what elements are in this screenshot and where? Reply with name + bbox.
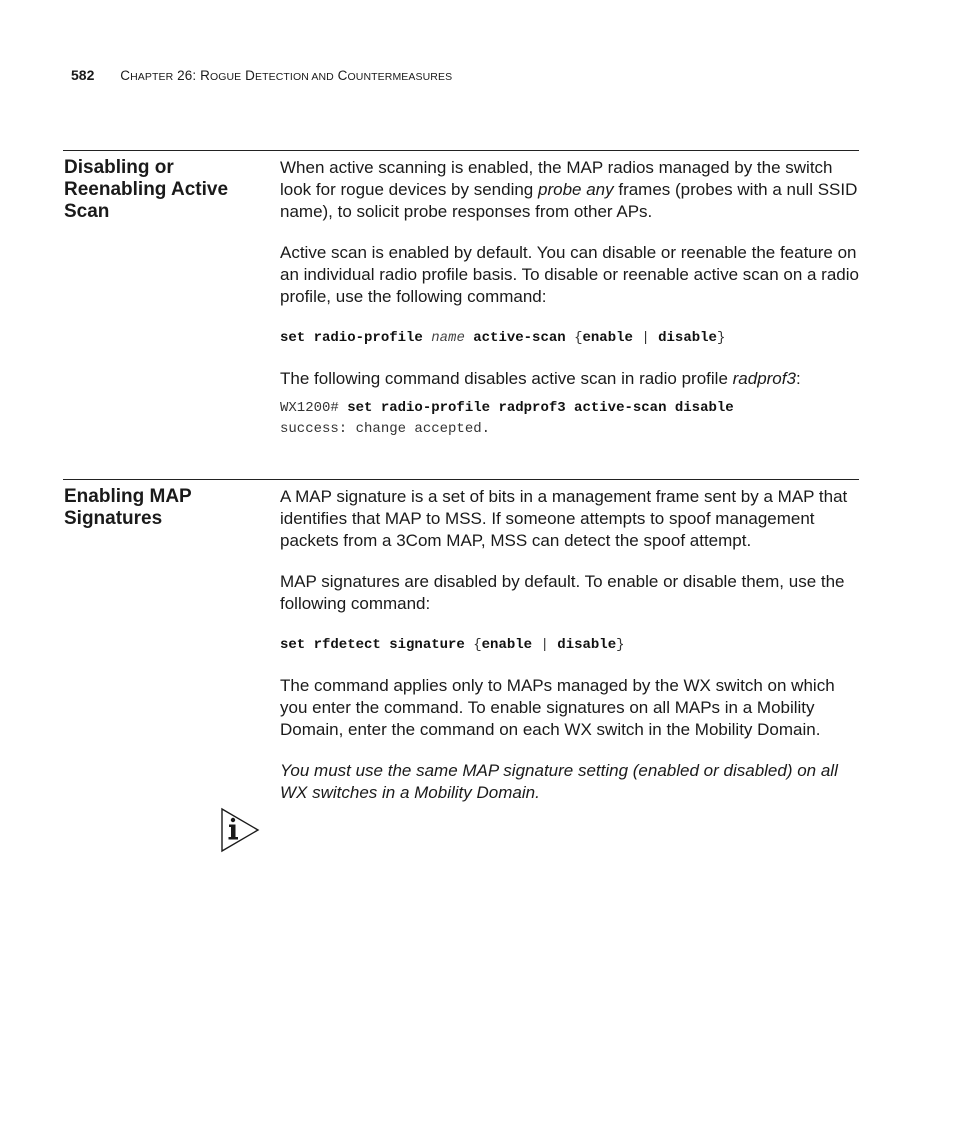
info-icon — [220, 807, 260, 853]
chapter-title: CHAPTER 26: ROGUE DETECTION AND COUNTERMEASURES — [120, 68, 453, 83]
note-text: You must use the same MAP signature setting (enabled or disabled) on all WX switches in a Mobility Domain. — [280, 761, 838, 802]
command-syntax: set rfdetect signature {enable | disable} — [280, 637, 625, 653]
section-divider — [63, 150, 859, 151]
paragraph: MAP signatures are disabled by default. To enable or disable them, use the following command: — [280, 572, 845, 613]
paragraph: The command applies only to MAPs managed by the WX switch on which you enter the command. To enable signatures on all MAPs in a Mobility Domain, enter the command on each WX switch in the Mobility Domain. — [280, 676, 835, 739]
command-syntax: set radio-profile name active-scan {enable | disable} — [280, 330, 726, 346]
paragraph: A MAP signature is a set of bits in a management frame sent by a MAP that identifies that MAP to MSS. If someone attempts to spoof management packets from a 3Com MAP, MSS can detect the spoof attempt. — [280, 487, 848, 550]
command-output: success: change accepted. — [280, 421, 491, 437]
page-number: 582 — [71, 67, 95, 83]
section-body-active-scan — [280, 157, 860, 440]
section-body-map-signatures — [280, 486, 860, 804]
section-title-map-signatures: Enabling MAP Signatures — [64, 486, 192, 529]
command-example: WX1200# set radio-profile radprof3 active-scan disable — [280, 400, 734, 416]
running-header — [71, 67, 452, 83]
paragraph: Active scan is enabled by default. You can disable or reenable the feature on an individual radio profile basis. To disable or reenable active scan on a radio profile, use the following command: — [280, 243, 859, 306]
paragraph: The following command disables active scan in radio profile radprof3: — [280, 369, 801, 388]
section-title-active-scan: Disabling or Reenabling Active Scan — [64, 157, 229, 222]
paragraph: When active scanning is enabled, the MAP radios managed by the switch look for rogue devices by sending probe any frames (probes with a null SSID name), to solicit probe responses from other APs. — [280, 158, 858, 221]
section-divider — [63, 479, 859, 480]
